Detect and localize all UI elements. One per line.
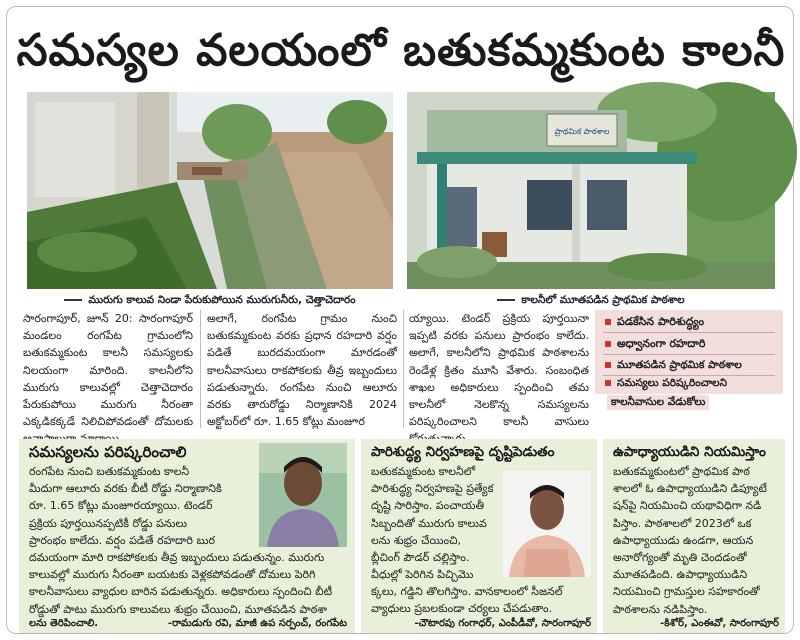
quote-box-3-text: బతుకమ్మకుంటలో ప్రాథమిక పాఠ శాలలో ఓ ఉపాధ్యాయుడిని డిప్యూటే షన్‌పై నియమించి యథావిధిగా నడి పిస్తాం. పాఠశాలలో 2023లో ఒక ఉపాధ్యాయుడు ఉండగా, ఆయన అనారోగ్యంతో మృతి చెందడంతో మూతపడింది. ఉపాధ్యాయుడిని నియమించి గ్రామస్తుల సహకారంతో పాఠశాలను నడిపిస్తాం. <box>613 465 767 616</box>
highlight-divider <box>603 354 775 355</box>
left-caption-text: మురుగు కాలువ నిండా పేరుకుపోయిన మురుగునీరు, చెత్తాచెదారం <box>88 294 356 306</box>
photo-drain-road <box>27 92 393 289</box>
left-photo-caption <box>27 293 393 307</box>
highlight-item: పడకేసిన పారిశుద్ధ్యం <box>605 314 704 329</box>
quote-box-1-text-wide: దమయంగా మారి రాకపోకలకు తీవ్ర ఇబ్బందులు పడుతున్నం. మురుగు కాలువల్లో మురుగు నీరంతా బయటకు వెళ్లకపోవడంతో దోమలు పెరిగి కాలనీవాసులు వ్యాధుల బారిన పడుతున్నరు. అధికారులు స్పందించి బీటీ రోడ్డుతో పాటు మురుగు కాలువలు శుభ్రం చేయించి, మూతపడిన పాఠశా <box>29 551 333 616</box>
quote-box-1-text-narrow: రంగపేట నుంచి బతుకమ్మకుంట కాలనీ మీదుగా ఆలూరు వరకు బీటీ రోడ్డు నిర్మాణానికి రూ. 1.65 కోట్లు మంజూరయ్యాయి. టెండర్ ప్రక్రియ పూర్తయినప్పటికీ రోడ్డు పనులు ప్రారంభం కాలేదు. వర్షం పడితే రహదారి బుర <box>29 465 222 547</box>
school-sign-text: ప్రాథమిక పాఠశాల <box>554 127 610 136</box>
right-caption-text: కాలనీలో మూతపడిన ప్రాథమిక పాఠశాల <box>521 294 685 306</box>
highlight-item-continued: కాలనీవాసుల వేడుకోలు <box>607 395 709 410</box>
quote-box-1-title: సమస్యలను పరిష్కరించాలి <box>29 443 187 461</box>
quote-box-2-signature: -చౌటారపు గంగాధర్, ఎంపీడీవో, సారంగాపూర్ <box>414 618 591 629</box>
highlight-divider <box>603 332 775 333</box>
portrait-photo-1 <box>259 443 347 547</box>
quote-box-1-last-line: లను తెరిపించాలి. <box>29 618 99 629</box>
quote-box-2-title: పారిశుద్ధ్య నిర్వహణపై దృష్టిపెడుతం <box>371 444 555 460</box>
person-avatar <box>259 443 347 547</box>
article-column-1: సారంగాపూర్, జూన్ 20: సారంగాపూర్ మండలం రంగపేట గ్రామంలోని బతుకమ్మకుంట కాలనీ సమస్యలకు నిలయంగా మారింది. కాలనీలోని మురుగు కాలువల్లో చెత్తాచెదారం పేరుకుపోయి మురుగు నీరంతా ఎక్కడికక్కడే నిలిచిపోవడంతో దోమలకు <box>23 312 193 429</box>
highlights-box <box>595 310 783 394</box>
bullet-icon <box>605 341 611 347</box>
highlight-item: అధ్వానంగా రహదారి <box>605 336 705 351</box>
headline: సమస్యల వలయంలో బతుకమ్మకుంట కాలనీ <box>16 25 786 76</box>
drain-road-illustration <box>27 92 393 289</box>
bullet-icon <box>605 319 611 325</box>
photo-closed-school <box>407 92 775 289</box>
right-photo-caption <box>407 293 775 307</box>
quote-box-2 <box>361 439 597 633</box>
highlight-item: మూతపడిన ప్రాథమిక పాఠశాల <box>605 358 742 373</box>
quote-box-2-text-narrow: బతుకమ్మకుంట కాలనీలో పారిశుద్ధ్య నిర్వహణపై ప్రత్యేక దృష్టి సారిస్తాం. పంచాయతీ సిబ్బందితో మురుగు కాలువ లను శుభ్రం చేయించి, బ్లీచింగ్ పౌడర్ చల్లిస్తాం. వీధుల్లో పెరిగిన పిచ్చిమొ <box>371 465 494 582</box>
news-clipping <box>6 6 794 634</box>
quote-box-1 <box>19 439 355 633</box>
school-illustration <box>407 92 775 289</box>
quote-box-1-signature: -రామడుగు రవి, మాజీ ఉప సర్పంచ్, రంగపేట <box>167 618 347 629</box>
quote-box-2-text-wide: క్కలు, గడ్డిని తొలగిస్తాం. వానకాలంలో సీజనల్ వ్యాధులు ప్రబలకుండా చర్యలు చేపడుతాం. <box>371 585 563 616</box>
article-column-3: య్యాయి. టెండర్ ప్రక్రియ పూర్తయినా ఇప్పటి వరకు పనులు ప్రారంభం కాలేదు. అలాగే, కాలనీలోని ప్రాథమిక పాఠశాలను రెండేళ్ల క్రితం మూసి వేశారు. సంబంధిత శాఖల అధికారులు స్పందించి తమ కాలనీలో నెలకొన్న సమస్యలను పరిష్కరించాలని కాలనీ వాసులు <box>409 312 589 429</box>
person-avatar <box>503 471 591 577</box>
bullet-icon <box>605 380 611 386</box>
column-divider <box>200 310 201 428</box>
portrait-photo-2 <box>503 471 591 577</box>
article-column-2: అలాగే, రంగపేట గ్రామం నుంచి బతుకమ్మకుంట వరకు ప్రధాన రహదారి వర్షం పడితే బురదమయంగా మారడంతో కాలనీవాసులు రాకపోకలకు తీవ్ర ఇబ్బందులు పడుతున్నారు. రంగపేట నుంచి ఆలూరు వరకు తారురోడ్డు నిర్మాణానికి 2024 అక్టోబర్‌లో రూ. 1.65 కోట్లు మంజూర <box>207 312 397 429</box>
quote-box-3-signature: -కిశోర్, ఎంఈవో, సారంగాపూర్ <box>660 618 779 629</box>
column-divider <box>403 310 404 428</box>
quote-box-3 <box>603 439 785 633</box>
highlight-item: సమస్యలు పరిష్కరించాలని <box>605 376 727 391</box>
quote-box-3-title: ఉపాధ్యాయుడిని నియమిస్తాం <box>613 444 766 460</box>
bullet-icon <box>605 362 611 368</box>
